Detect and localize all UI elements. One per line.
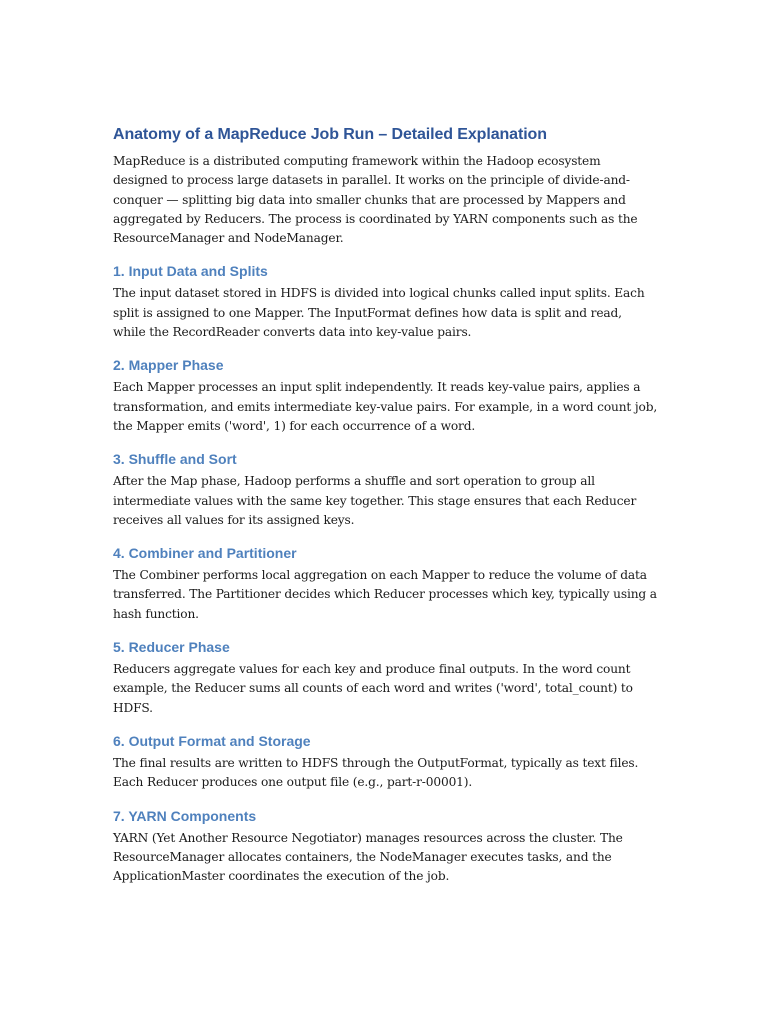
section-heading-combiner-partitioner: 4. Combiner and Partitioner — [113, 545, 297, 562]
section-body-output-format: The final results are written to HDFS through the OutputFormat, typically as text files. Each Reducer produces one output file (e.g., part-r-00001). — [113, 755, 639, 790]
section-body-combiner-partitioner: The Combiner performs local aggregation on each Mapper to reduce the volume of data transferred. The Partitioner decides which Reducer processes which key, typically using a hash function. — [113, 568, 657, 621]
section-heading-yarn-components: 7. YARN Components — [113, 807, 257, 824]
section-heading-mapper-phase: 2. Mapper Phase — [113, 357, 224, 374]
section-body-yarn-components: YARN (Yet Another Resource Negotiator) manages resources across the cluster. The ResourceManager allocates containers, the NodeManager executes tasks, and the ApplicationMaster coordinates the execution of the job. — [113, 830, 623, 884]
document-title: Anatomy of a MapReduce Job Run – Detailed Explanation — [113, 126, 547, 143]
document-page — [113, 124, 658, 886]
section-heading-input-splits: 1. Input Data and Splits — [113, 263, 268, 280]
section-body-shuffle-sort: After the Map phase, Hadoop performs a shuffle and sort operation to group all intermediate values with the same key together. This stage ensures that each Reducer receives all values for its assigned keys. — [113, 474, 637, 527]
section-heading-reducer-phase: 5. Reducer Phase — [113, 639, 230, 656]
section-heading-output-format: 6. Output Format and Storage — [113, 732, 311, 749]
section-body-input-splits: The input dataset stored in HDFS is divided into logical chunks called input splits. Each split is assigned to one Mapper. The InputFormat defines how data is split and read, while the RecordReader converts data into key-value pairs. — [113, 286, 645, 340]
intro-paragraph: MapReduce is a distributed computing framework within the Hadoop ecosystem designed to process large datasets in parallel. It works on the principle of divide-and-conquer — splitting big data into smaller chunks that are processed by Mappers and aggregated by Reducers. The process is coordinated by YARN components such as the ResourceManager and NodeManager. — [113, 154, 638, 246]
section-body-mapper-phase: Each Mapper processes an input split independently. It reads key-value pairs, applies a transformation, and emits intermediate key-value pairs. For example, in a word count job, the Mapper emits ('word', 1) for each occurrence of a word. — [113, 380, 658, 433]
section-heading-shuffle-sort: 3. Shuffle and Sort — [113, 451, 237, 468]
section-body-reducer-phase: Reducers aggregate values for each key and produce final outputs. In the word count example, the Reducer sums all counts of each word and writes ('word', total_count) to HDFS. — [113, 662, 633, 715]
